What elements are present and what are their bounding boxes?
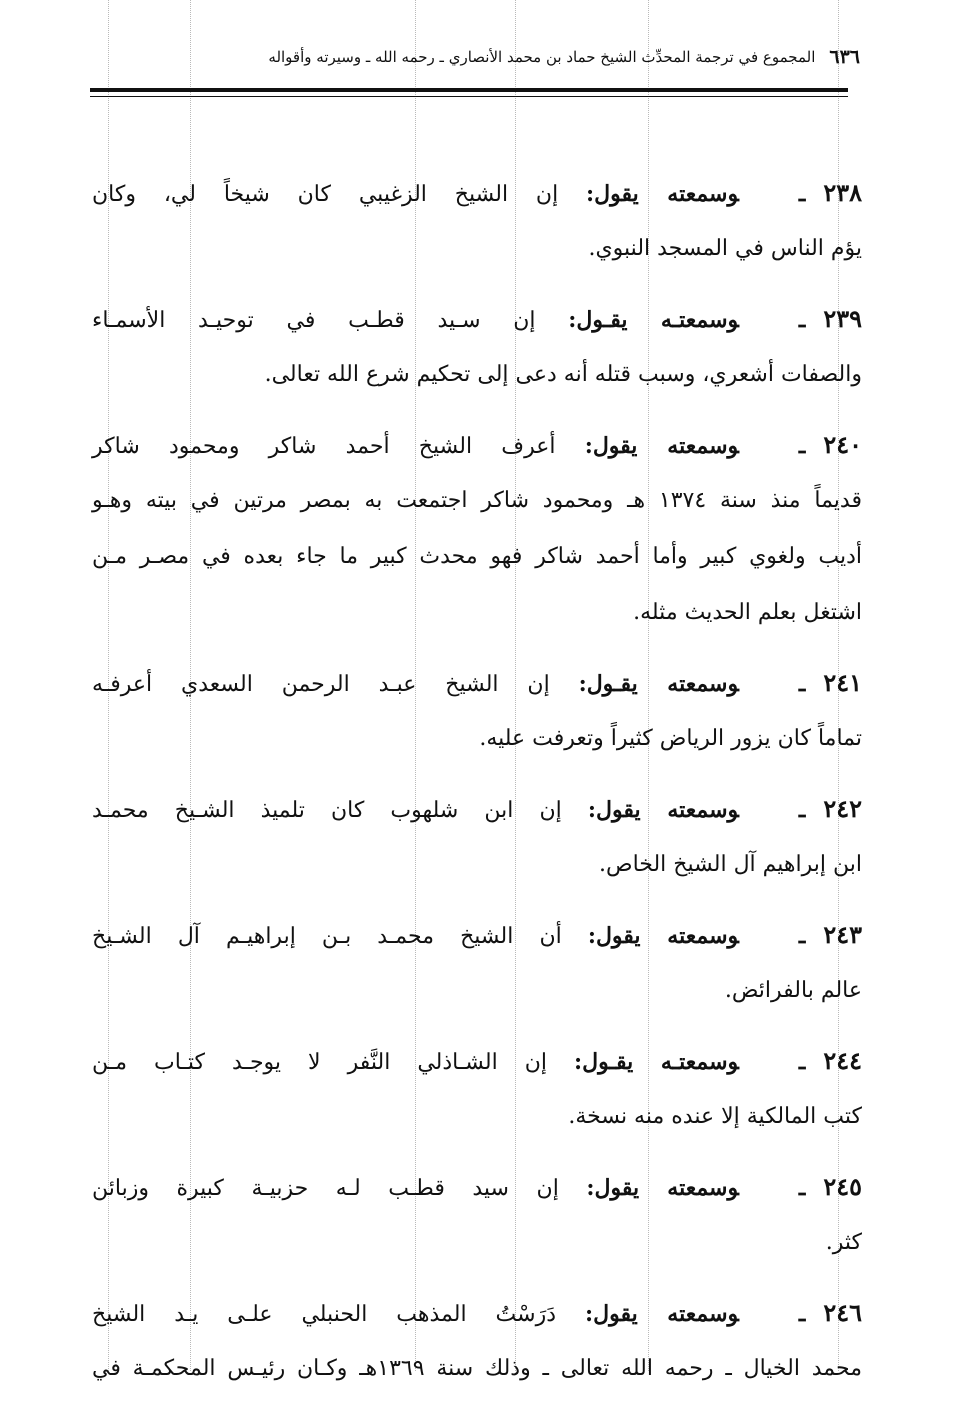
entry-lead: وسمعته يقول: [586,181,739,207]
entry-number: ٢٣٩ [823,304,862,333]
entry-line: كتب المالكية إلا عنده منه نسخة. [568,1104,862,1129]
entry-text: أعرف الشيخ أحمد شاكر ومحمود شاكر [92,434,556,459]
entry-text: إن الشـاذلي النَّفر لا يوجـد كتـاب مـن [92,1050,548,1075]
entry-number: ٢٤٦ [823,1298,862,1327]
entry-242 [92,781,862,893]
entry-first-line [92,781,862,837]
entry-238 [92,165,862,277]
entry-line: اشتغل بعلم الحديث مثله. [633,600,862,625]
entry-first-line [92,165,862,221]
entry-text: أن الشيخ محمـد بـن إبراهيـم آل الشـيخ [92,924,562,949]
entry-line: محمد الخيال ـ رحمه الله تعالى ـ وذلك سنة ١٣٦٩هـ وكـان رئيـس المحكمـة في [92,1356,862,1381]
entry-first-line [92,907,862,963]
entry-number: ٢٣٨ [823,178,862,207]
entry-dash: ـ [798,1175,806,1201]
entry-dash: ـ [798,433,806,459]
page-number: ٦٣٦ [829,46,860,68]
entry-number: ٢٤٠ [823,430,862,459]
entry-lead: وسمعته يقول: [584,1301,739,1327]
entry-lead: وسمعتـه يقـول: [568,307,739,333]
entry-first-line [92,655,862,711]
entry-243 [92,907,862,1019]
entry-245 [92,1159,862,1271]
entry-dash: ـ [798,923,806,949]
entry-240 [92,417,862,641]
running-title: المجموع في ترجمة المحدِّث الشيخ حماد بن محمد الأنصاري ـ رحمه الله ـ وسيرته وأقواله [268,48,816,66]
entry-lead: وسمعته يقول: [587,797,739,823]
entry-text: إن سـيد قطـب في توحيـد الأسمـاء [92,308,536,333]
entry-line: ابن إبراهيم آل الشيخ الخاص. [598,852,862,877]
entry-239 [92,291,862,403]
entry-line: تماماً كان يزور الرياض كثيراً وتعرفت عليه. [479,726,862,751]
entry-text: إن سيد قطـب لـه حزبيـة كبيرة وزبائن [92,1176,559,1201]
entry-241 [92,655,862,767]
entry-244 [92,1033,862,1145]
entry-lead: وسمعته يقول: [586,1175,739,1201]
entry-dash: ـ [798,181,806,207]
entry-lead: وسمعتـه يقـول: [574,1049,739,1075]
entry-number: ٢٤٢ [823,794,863,823]
entry-first-line [92,1033,862,1089]
entry-246 [92,1285,862,1397]
entry-dash: ـ [798,1049,806,1075]
entry-first-line [92,1285,862,1341]
entry-number: ٢٤١ [823,668,862,697]
entry-number: ٢٤٥ [823,1172,862,1201]
entry-line: كثر. [825,1230,862,1255]
page-content [92,165,862,1411]
page-header [90,42,860,72]
entry-number: ٢٤٤ [823,1046,863,1075]
entry-lead: وسمعته يقـول: [578,671,739,697]
entry-dash: ـ [798,797,806,823]
entry-text: إن الشيخ عبـد الرحمن السعدي أعرفـه [92,672,550,697]
entry-first-line [92,1159,862,1215]
entry-dash: ـ [798,307,806,333]
entry-line: أديب ولغوي كبير وأما أحمد شاكر فهو محدث كبير ما جاء بعده في مصـر مـن [92,544,862,569]
entry-lead: وسمعته يقول: [587,923,739,949]
entry-dash: ـ [798,671,806,697]
entry-number: ٢٤٣ [823,920,862,949]
entry-dash: ـ [798,1301,806,1327]
entry-line: والصفات أشعري، وسبب قتله أنه دعى إلى تحكيم شرع الله تعالى. [264,362,862,387]
entry-line: يؤم الناس في المسجد النبوي. [588,236,862,261]
header-rule-thin [90,96,848,97]
entry-text: إن ابن شلهوب كان تلميذ الشـيخ محمـد [92,798,562,823]
entry-first-line [92,417,862,473]
entry-line: عالم بالفرائض. [724,978,862,1003]
entry-text: دَرَسْتُ المذهب الحنبلي علـى يـد الشيخ [92,1302,557,1327]
header-rule [90,88,848,92]
entry-first-line [92,291,862,347]
entry-lead: وسمعته يقول: [584,433,739,459]
entry-text: إن الشيخ الزغيبي كان شيخاً لي، وكان [92,182,559,207]
entry-line: قديماً منذ سنة ١٣٧٤ هـ ومحمود شاكر اجتمعت به بمصر مرتين في بيته وهـو [92,488,862,513]
